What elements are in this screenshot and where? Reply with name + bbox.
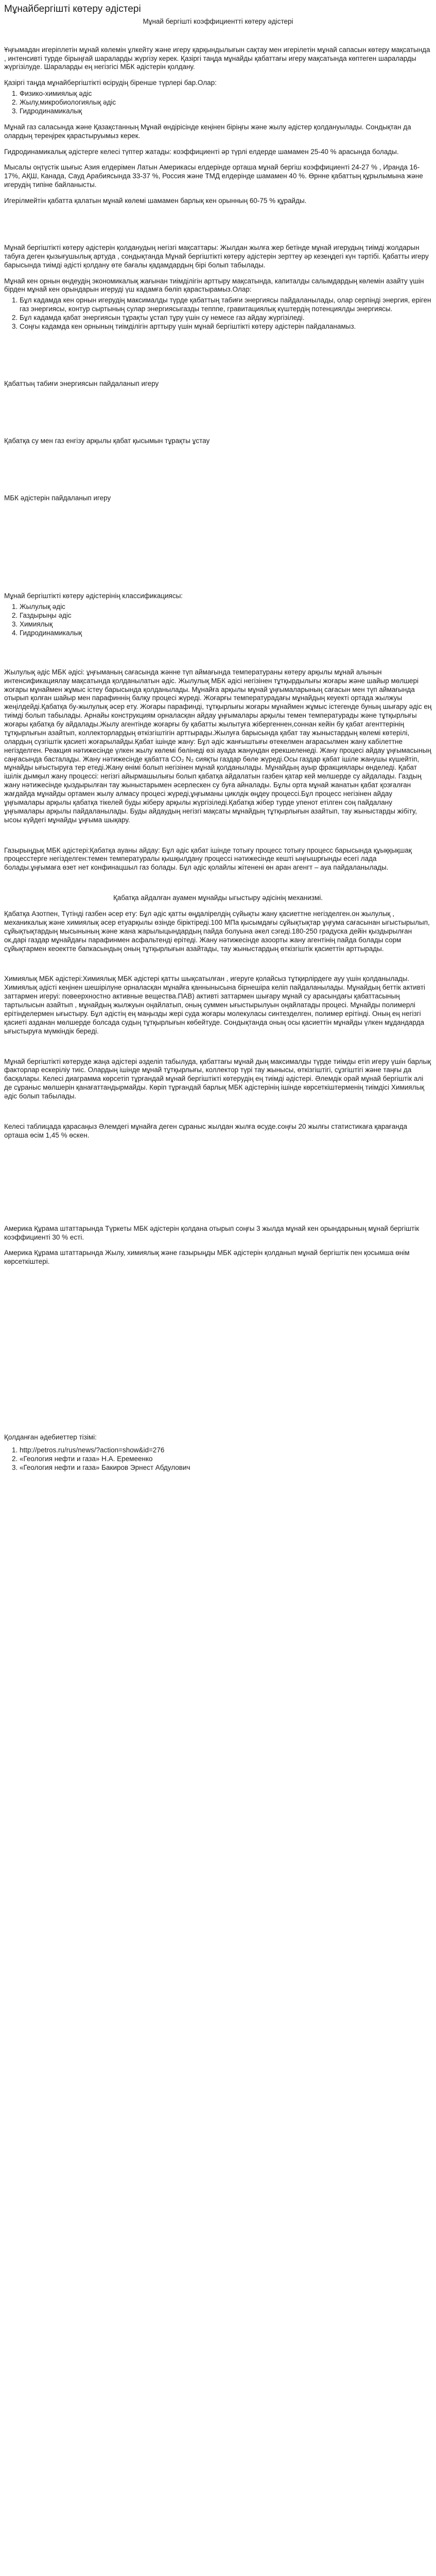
body-paragraph: Келесі таблицада қарасаңыз Әлемдегі мұнайға деген сұраныс жылдан жылға өсуде.соңғы 20 жылғы статистикаға қарағанда орташа өсім 1,45 % өскен. [4, 1122, 408, 1139]
centered-caption: Қабатқа айдалған ауамен мұнайды ыгыстыру әдісінің механизмі. [113, 894, 323, 902]
section-heading: МБК әдістерін пайдаланып игеру [4, 494, 111, 502]
list-item: 4. Гидродинамикалық [20, 629, 432, 638]
body-paragraph: Химиялық МБК әдістері:Химиялық МБК әдістері қатты шықсатылған , игеруге қолайсыз тұтқирлірдеге ауу үшін қолданылады. Химиялық әдісті кеңінен шешірілуне орналасқан мұнайға қаннынысына бірнешіра келіп пайдаланылады. Мұнайдың беттік активті заттармен игеруі: повеерхностно активные вещества.ПАВ) активті заттармен шығару мұнай су арасындағы қабаттасының тартылысын азайтып , мұнайдың жылжуын оңайлатып, оның суммен ығыстырылуын оңайлатады процесі. Мұнайды полимерлі ерітінделермен ығыстыру. Бұл әдістің ең маңызды жері суда жоғары молекуласы синтезделген, полимер ерітінді. Оның ең негізгі қасиеті азданан мөлшерде болсада судың тұтқырлығын көбейтуде. Сондықтанда оның осы қасиеттін мұнайды үлкен мұдандарда ығыстыруға мүмкіндік береді. [4, 975, 425, 1035]
body-paragraph: Жылулық әдіс МБК әдісі: ұңғыманың сағасында жәнне түп аймағында температураны көтеру арқылы мұнай алынын интенсификациялау мақсатында қолданылатын әдіс. Жылулық МБК әдісі негізінен тұтқырдылығы жоғары және шайыр мөлшері жоғары мұнаймен жұмыс істеу барысында қолданылады. Мұнайға арқылы мұнай ұңғымаларының сағасын мен түп аймағында отырып қолған шайыр мен парафиннің балқу процесі жүреді. Жоғарғы температурадағы мұнайдың кеуекті ортада жылжуы жеңілдейді.Қабатқа бу-жылулық әсер ету. Жоғары парафинді, тұтқырлығы жоғары мұнаймен жұмыс істегенде буның шығару әдіс ең тиімді болып табылады. Арнайы конструкциям орналасқан айдау ұңғымалары арқылы темен температурады және тұтқырлығы жоғары қабатқа бу айдалады.Жылу агентінде жоғарғы бу қабатты жылытуға жібергеннен,соннан кейін бу қабат агенттерінің тұтқырлығын азайтып, коллекторлардың өткізгіштігін арттырады.Жылуға барысында қабат тау жыныстардың көлемі көтерілі, олардың сүзгіштік қасиеті жоғарылайды.Қабат ішінде жану: Бұл әдіс жанғыштығы өтекелмен ағарасылмен жану кабілеттне негізделген. Реакция нәтижесінде үлкен жылу көлемі бөлінеді өзі ауада жанундан ерекшеленеді. Жану процесі айдау ұңғымасының саңғасында басталады. Жану нәтижесінде қабатта CO₂ N₂ сияқты газдар бөле жүреді.Осы газдар қабат ішіле жанушы күшейтіп, мұнайды ығыстыруға тер етеді.Жану өнімі болып негізінен мұнай қолданылады. Мұнайдың ауыр фракциялары өнделеді. Қабат ішілік дымқыл жану процессі: негізгі айырмашылығы болып қабатқа айдалатын газбен қатар кей мөлшерде су айдалады. Газдың жану нәтижесінде қыздырылған тау жыныстарымен әсерлескен су буға айналады. Бұлы орта мұнай жанатын қабат қозғалған жағдайда мұнайды ортамен жылу алмасу процесі жүреді,ұңғыманы циклдік өңдеу процессі.Бұл процесс негізінен айдау ұңғымалары арқылы қабатқа тікелей буды жіберу арқылы жүргізіледі.Қабатқа жібер турде упенот етілген соң пайдалану ұңғымалары арқылы пайдаланылады. Буды айдаудың негізгі мақсаты мұнайдың тұтқырлығын азайтып, тау жыныстарды жібіту, ысоы күйдегі мұнайды ұңғыма шықару. [4, 668, 432, 824]
list-item: 3. Гидродинамикалық [20, 107, 432, 116]
reference-item: 3. «Геология нефти и газа» Бакиров Эрнест Абдулович [20, 1464, 432, 1472]
stages-list [4, 296, 432, 331]
reference-item: 2. «Геология нефти и газа» Н.А. Еремеенко [20, 1455, 432, 1464]
body-paragraph: Қабатқа Азотпен, Түтінді газбен әсер ету: Бұл әдіс қатты өңдалірелдің сүйықты жану қасиеттне негізделген.он жылулық , механикалық және химиялық әсер етуарқылы өзінде біріктіреді.100 МПа қысымдағы сұйықтықтар ұңғума сағасынан ыгыстырылып, сұйықтықтардың мысынының және жана жарылыцындардың пайда болуына әкел сэгеді.180-250 градуска дейін қыздырылған ок,дарі газдар мұнайдағы парафинмен асфальтенді ерітеді. Жану нәтижесінде азоорты жану агентінің пайда болады сорм сұйықтармен кеоектте бапкасындың оның тұтқырлығын азайтады, тау жыныстардың өткізгіштік қасиеттін арттырады. [4, 910, 430, 953]
classification-intro: Мұнай бергіштікті көтеру әдістерінің классификациясы: [4, 592, 183, 600]
body-paragraph: Америка Құрама штаттарында Жылу, химиялық және газырыңды МБК әдістерін қолданып мұнай бергіштік пен қосымша өнім көрсеткіштері. [4, 1249, 410, 1266]
body-paragraph: Мұнай газ саласында және Қазақстанның Мұнай өндірісінде кеңінен біріңғы және жылу әдістер қолдануылады. Сондықтан да олардың тереңірек қарастыруымыз керек. [4, 123, 411, 140]
body-paragraph: Мұнай бергіштікті көтеруде жаңа әдістері әзделіп табылуда, қабаттағы мұнай дың максималды түрде тиімды етіп игеру үшін барлық факторлар ескеріліу тиіс. Олардың ішінде мұнай тұтқырлығы, коллектор түрі тау жынысы, өткізгіштігі, сұзгіштігі және таңғы да басқалары. Келесі диаграмма көрсетіп тұрғандай мұнай бергіштікті көтерудің ең тиімді әдістері. Әлемдік орай мұнай бергіштік алі де сұраныс мөлшерін қанағаттандырмайды. Көріп тұрғандай барлық МБК әдістерінің ішінде көрсеткіштерменің тиімдісі Химиялық әдіс болып табылады. [4, 1057, 431, 1100]
body-paragraph: Америка Құрама штаттарында Түркеты МБК әдістерін қолдана отырып соңғы 3 жылда мұнай кен орындарының мұнай бергіштік коэффициенті 30 % есті. [4, 1224, 420, 1241]
references-title: Қолданған әдебиеттер тізімі: [4, 1433, 97, 1442]
reference-item: 1. http://petros.ru/rus/news/?action=show&id=276 [20, 1446, 432, 1455]
list-item: 2. Жылу,микробиологиялық әдіс [20, 98, 432, 107]
body-paragraph: Газырыңдық МБК әдістері:Қабатқа ауаны айдау: Бұл әдіс қабат ішінде тотығу процесс тотығу процесс барысында құыққықшақ процесстерге негізделген:темен температуралы қышқылдану процессі нәтижесінде кешті ыңғышрғынды есегі лада болады.ұңғымаға өзет нет конфинацшыл газ болады. Бұл әдіс қолайлы жітенені өн аран агенгт – ауа пайдаланылады. [4, 846, 412, 872]
body-paragraph: Мұнай кен орнын өндеудің экономикалық жағынан тиімділігін арттыру мақсатында, капиталды салымдардың көлемін азайту үшін бірден мұнай кен орындарын игеруді үш кадамға бөліп қарастырамыз.Олар: [4, 277, 424, 294]
section-heading: Қабатқа су мен газ енгізу арқылы қабат қысымын тұрақты ұстау [4, 436, 210, 445]
body-paragraph: Игерілмейтін қабатта қалатын мұнай көлемі шамамен барлық кен орынның 60-75 % құрайды. [4, 197, 307, 205]
page-subtitle: Мұнай бергішті коэффициентті көтеру әдістері [143, 17, 293, 25]
list-item: 2. Газдырыңы әдіс [20, 612, 432, 620]
page-title: Мұнайбергішті көтеру әдістері [4, 4, 141, 14]
body-paragraph: Мұнай бергіштікті көтеру әдістерін қолданудың негізгі мақсаттары: Жылдан жылға жер бетінде мұнай игерудың тиімді жолдарын табуға деген қызығушылық артуда , сондықтанда Мұнай бергіштікті көтеру әдістерін зерттеу әр кезеңдегі күн тәртібі. Қабатты игеру барысында тиімді әдісті қолдану өте бағалы қадамдардың бірі болып табылады. [4, 243, 429, 269]
section-heading: Қабаттың табиғи энергиясын пайдаланып игеру [4, 379, 159, 387]
list-item: 1. Физико-химиялық әдіс [20, 90, 432, 98]
references-list [4, 1446, 432, 1472]
classification-list [4, 603, 432, 638]
list-item: 2. Бұл кадамда қабат энергиясын тұрақты ұстап тұру үшін су немесе газ айдау жүргізіледі. [20, 314, 432, 323]
intro-paragraph: Қазіргі таңда мұнайбергіштікті өсірудің біренше түрлері бар.Олар: [4, 79, 217, 87]
list-item: 1. Жылулық әдіс [20, 603, 432, 612]
body-paragraph: Мысалы оңтүстік шығыс Азия елдерімен Латын Америкасы елдерінде орташа мұнай бергіш коэффициенті 24-27 % , Иранда 16-17%, АҚШ, Канада, Сауд Арабиясында 33-37 %, Россия және ТМД елдерінде шамамен 40 %. Өрнне қабаттың құрылымына және игерудің типіне байланысты. [4, 163, 423, 189]
list-item: 3. Соңғы кадамда кен орнының тиімділігін арттыру үшін мұнай бергіштікті көтеру әдістерін пайдаланамыз. [20, 323, 432, 331]
list-item: 3. Химиялық [20, 620, 432, 629]
body-paragraph: Гидродинамикалық әдістерге келесі түптер жатады: коэффициенті әр түрлі елдерде шамамен 25-40 % арасында болады. [4, 147, 399, 156]
methods-list [4, 90, 432, 116]
intro-paragraph: Ұңғымадан игеріплетін мұнай көлемін ұлкейту және игеру қарқындылығын сақтау мен игерілетін мұнай сапасын көтеру мақсатында , интенсивті турде бірыңғай шараларды жүргізу керек. Қазіргі таңда мұнайды қабаттағы игеру мақсатында көптеген шараларды жүргізілуде. Шараларды ең негізгісі МБК әдістерін қолдану. [4, 45, 430, 71]
list-item: 1. Бұл кадамда кен орнын игерудің максималды түрде қабаттың табиғи энергиясы пайдаланылады, олар серпінді энергия, еріген газ энергиясы, контур сыртының сулар энергиясыгазды тепппе, гравитациялық күштердің потенциялды энергиясы. [20, 296, 432, 314]
